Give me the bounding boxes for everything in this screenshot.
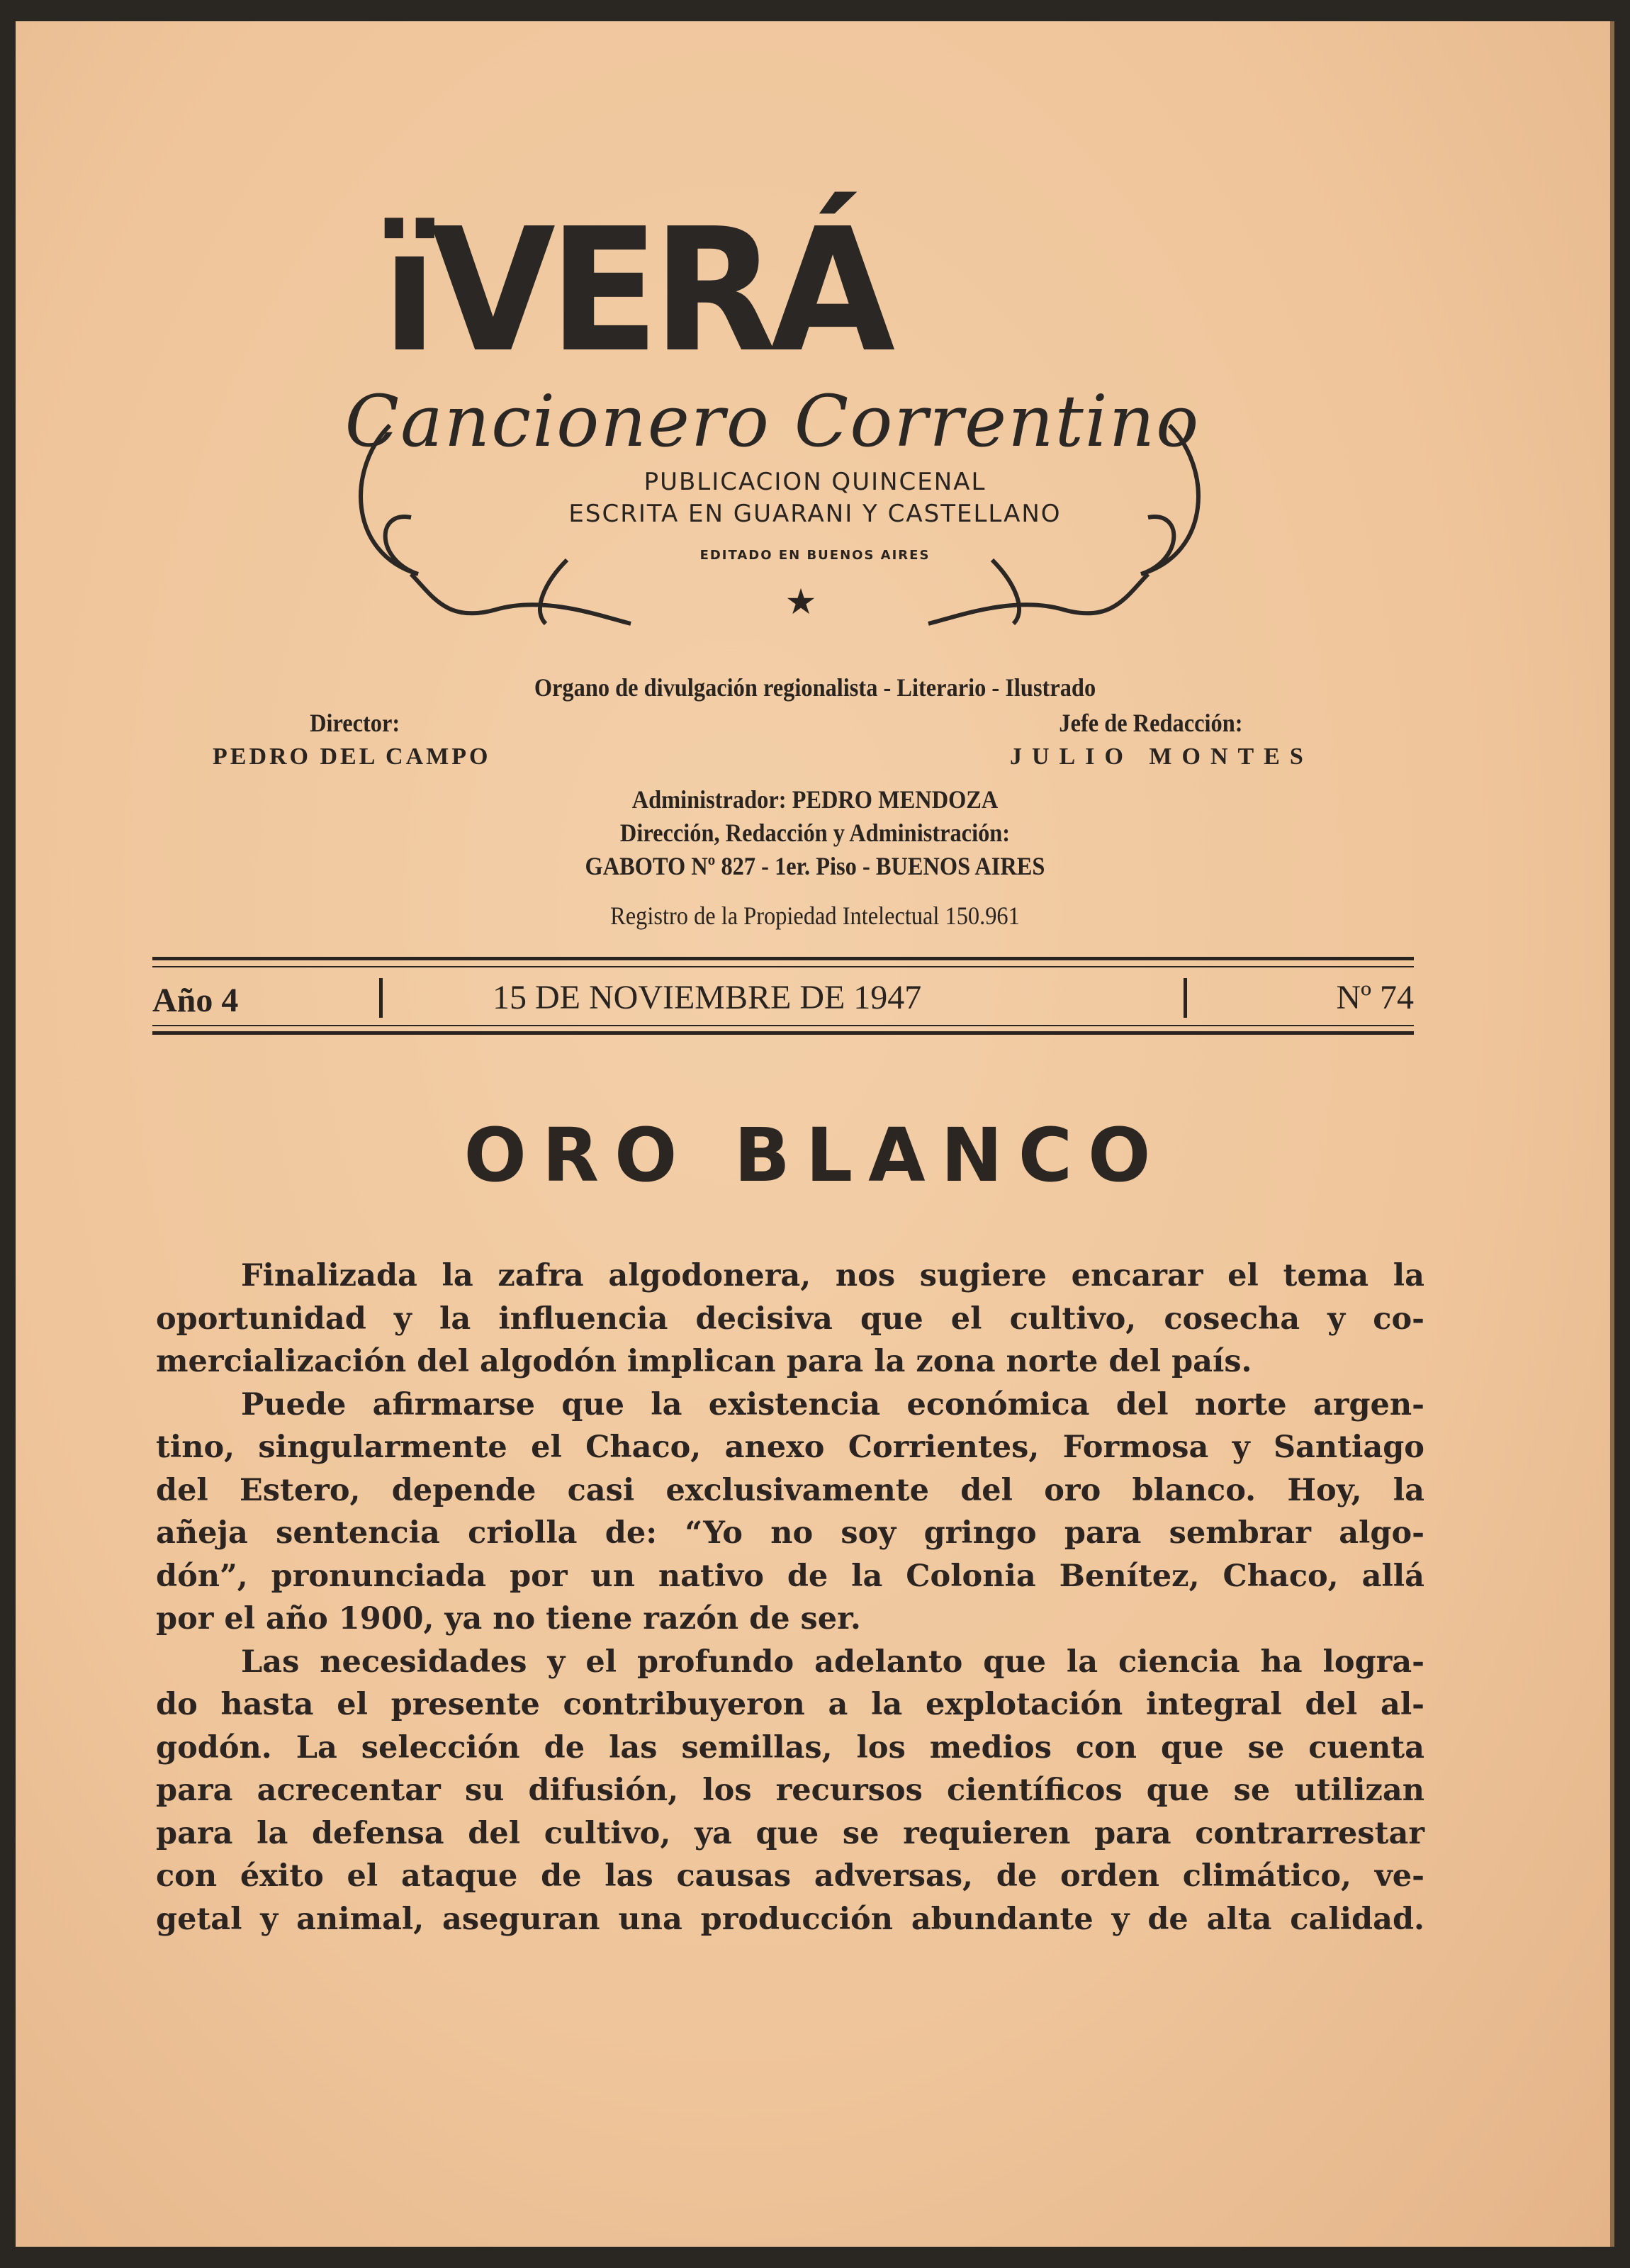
editor-label: Jefe de Redacción: [1059, 709, 1243, 737]
text-line: para la defensa del cultivo, ya que se requieren para contrarrestar [156, 1815, 1424, 1851]
divider-bottom [152, 1031, 1414, 1035]
paragraph [156, 1383, 1424, 1641]
separator [1184, 978, 1187, 1018]
address-label: Dirección, Redacción y Administración: [619, 819, 1011, 847]
text-line: para acrecentar su difusión, los recursos científicos que se utilizan [156, 1773, 1424, 1808]
divider-top-thin [152, 966, 1414, 967]
issue-year: Año 4 [152, 982, 239, 1019]
text-line: Puede afirmarse que la existencia económica del norte argen- [241, 1386, 1424, 1422]
star-icon: ★ [785, 581, 817, 622]
editor-name: JULIO MONTES [1010, 743, 1313, 770]
issue-number: Nº 74 [1336, 979, 1414, 1016]
text-line: del Estero, depende casi exclusivamente del oro blanco. Hoy, la [156, 1472, 1424, 1508]
text-line: con éxito el ataque de las causas adversas, de orden climático, ve- [156, 1858, 1424, 1894]
text-line: por el año 1900, ya no tiene razón de ser. [156, 1601, 861, 1637]
paragraph [156, 1254, 1424, 1383]
text-line: mercialización del algodón implican para la zona norte del país. [156, 1344, 1252, 1379]
text-line: Finalizada la zafra algodonera, nos sugiere encarar el tema la [241, 1258, 1424, 1293]
divider-bottom-thin [152, 1025, 1414, 1026]
paragraph [156, 1641, 1424, 1941]
director-label: Director: [310, 709, 400, 737]
masthead-logo: ïVERÁ [381, 191, 889, 390]
issue-date: 15 DE NOVIEMBRE DE 1947 [493, 979, 922, 1016]
administrator: Administrador: PEDRO MENDOZA [631, 785, 999, 814]
masthead-script-subtitle: Cancionero Correntino [344, 380, 1201, 463]
address: GABOTO Nº 827 - 1er. Piso - BUENOS AIRES [585, 852, 1045, 880]
organ-description: Organo de divulgación regionalista - Literario - Ilustrado [534, 673, 1096, 702]
text-line: godón. La selección de las semillas, los medios con que se cuenta [156, 1729, 1424, 1765]
text-line: Las necesidades y el profundo adelanto que la ciencia ha logra- [241, 1644, 1424, 1680]
article-title: ORO BLANCO [463, 1112, 1167, 1198]
text-line: tino, singularmente el Chaco, anexo Corrientes, Formosa y Santiago [156, 1430, 1424, 1465]
text-line: dón”, pronunciada por un nativo de la Colonia Benítez, Chaco, allá [156, 1558, 1424, 1594]
article-body [156, 1254, 1424, 1941]
masthead-line-1: PUBLICACION QUINCENAL [643, 468, 987, 496]
masthead-line-2: ESCRITA EN GUARANI Y CASTELLANO [568, 500, 1062, 528]
issue-info-row [152, 978, 1414, 1022]
director-name: PEDRO DEL CAMPO [213, 743, 491, 770]
masthead-line-3: EDITADO EN BUENOS AIRES [699, 548, 931, 563]
text-line: getal y animal, aseguran una producción abundante y de alta calidad. [156, 1901, 1424, 1937]
text-line: do hasta el presente contribuyeron a la explotación integral del al- [156, 1687, 1424, 1722]
separator [379, 978, 383, 1018]
text-line: oportunidad y la influencia decisiva que el cultivo, cosecha y co- [156, 1301, 1424, 1337]
text-line: añeja sentencia criolla de: “Yo no soy gringo para sembrar algo- [156, 1515, 1424, 1551]
registry: Registro de la Propiedad Intelectual 150.961 [610, 902, 1020, 930]
divider-top [152, 957, 1414, 960]
